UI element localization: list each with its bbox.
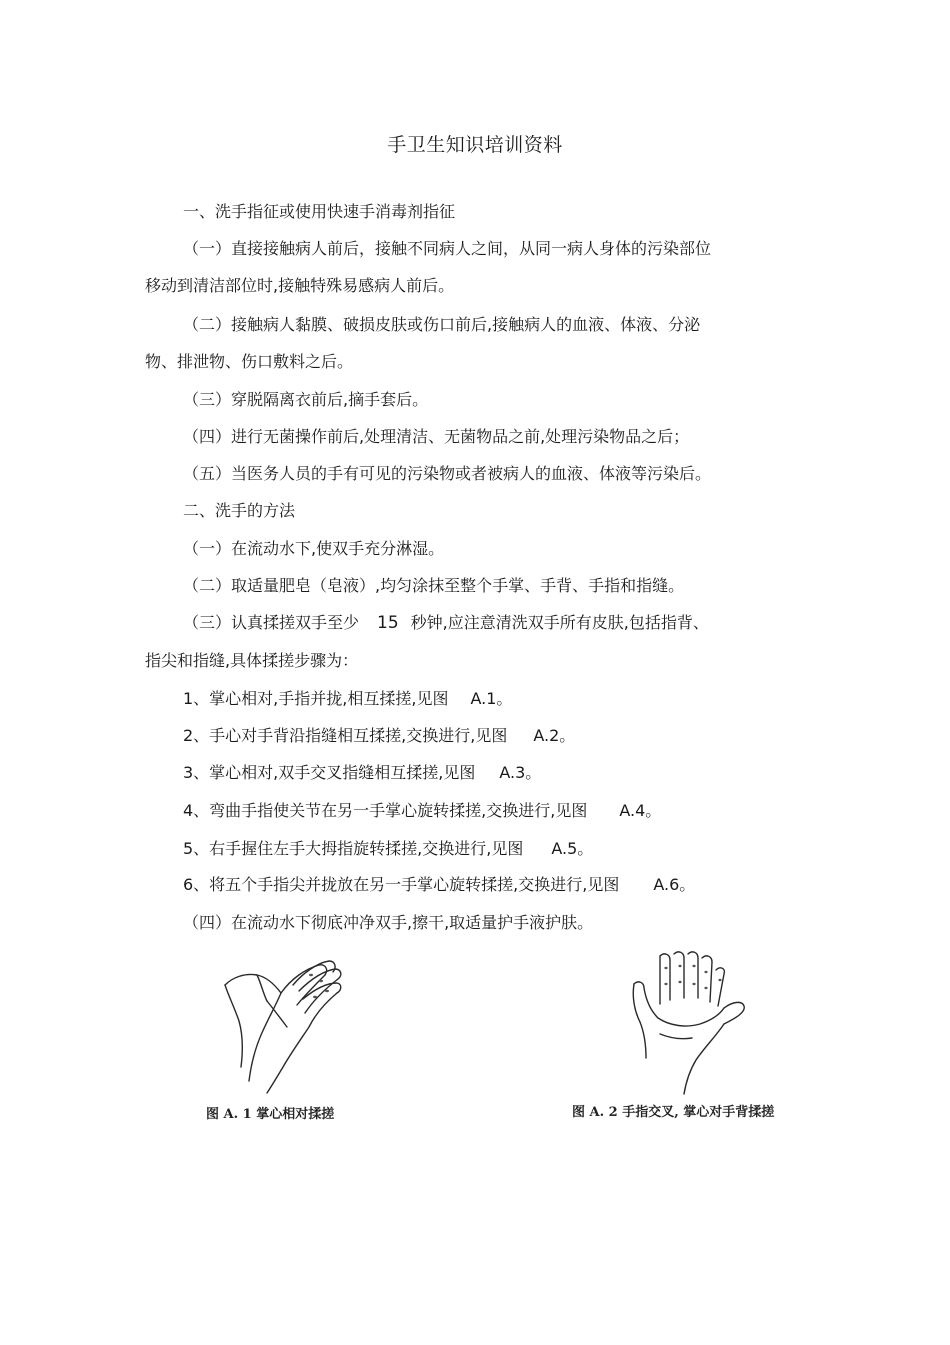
- page-title: 手卫生知识培训资料: [387, 134, 563, 156]
- step-3: 3、掌心相对,双手交叉指缝相互揉搓,见图 A.3。: [183, 763, 542, 782]
- step-1: 1、掌心相对,手指并拢,相互揉搓,见图 A.1。: [183, 689, 513, 708]
- step-6: 6、将五个手指尖并拢放在另一手掌心旋转揉搓,交换进行,见图 A.6。: [183, 875, 696, 894]
- step-4: 4、弯曲手指使关节在另一手掌心旋转揉搓,交换进行,见图 A.4。: [183, 801, 662, 820]
- section-2-heading: 二、洗手的方法: [183, 501, 296, 520]
- figure-a1-caption: 图 A. 1 掌心相对揉搓: [206, 1107, 335, 1122]
- s1-item-4: （四）进行无菌操作前后,处理清洁、无菌物品之前,处理污染物品之后；: [183, 427, 690, 446]
- s2-item-3-post: 秒钟,应注意清洗双手所有皮肤,包括指背、: [410, 613, 709, 632]
- s2-item-2: （二）取适量肥皂（皂液）,均匀涂抹至整个手掌、手背、手指和指缝。: [183, 576, 685, 595]
- s1-item-1-line-2: 移动到清洁部位时,接触特殊易感病人前后。: [145, 276, 455, 295]
- step-2: 2、手心对手背沿指缝相互揉搓,交换进行,见图 A.2。: [183, 726, 576, 745]
- figure-a2-illustration: [620, 948, 760, 1098]
- s1-item-2-line-2: 物、排泄物、伤口敷料之后。: [145, 352, 354, 371]
- s2-item-3-pre: （三）认真揉搓双手至少: [183, 613, 360, 632]
- s1-item-1-line-1: （一）直接接触病人前后，接触不同病人之间，从同一病人身体的污染部位: [183, 239, 712, 258]
- s2-item-3-line-2: 指尖和指缝,具体揉搓步骤为：: [145, 651, 359, 670]
- figure-a1-illustration: [205, 955, 365, 1095]
- step-5: 5、右手握住左手大拇指旋转揉搓,交换进行,见图 A.5。: [183, 839, 594, 858]
- s2-item-1: （一）在流动水下,使双手充分淋湿。: [183, 539, 445, 558]
- s1-item-3: （三）穿脱隔离衣前后,摘手套后。: [183, 390, 429, 409]
- s2-item-3-line-1: [183, 613, 709, 633]
- section-1-heading: 一、洗手指征或使用快速手消毒剂指征: [183, 202, 456, 221]
- s2-item-4: （四）在流动水下彻底冲净双手,擦干,取适量护手液护肤。: [183, 913, 594, 932]
- s1-item-5: （五）当医务人员的手有可见的污染物或者被病人的血液、体液等污染后。: [183, 464, 712, 483]
- s1-item-2-line-1: （二）接触病人黏膜、破损皮肤或伤口前后,接触病人的血液、体液、分泌: [183, 315, 701, 334]
- figure-a2-caption: 图 A. 2 手指交叉, 掌心对手背揉搓: [572, 1105, 775, 1120]
- s2-item-3-seconds: 15: [377, 613, 399, 633]
